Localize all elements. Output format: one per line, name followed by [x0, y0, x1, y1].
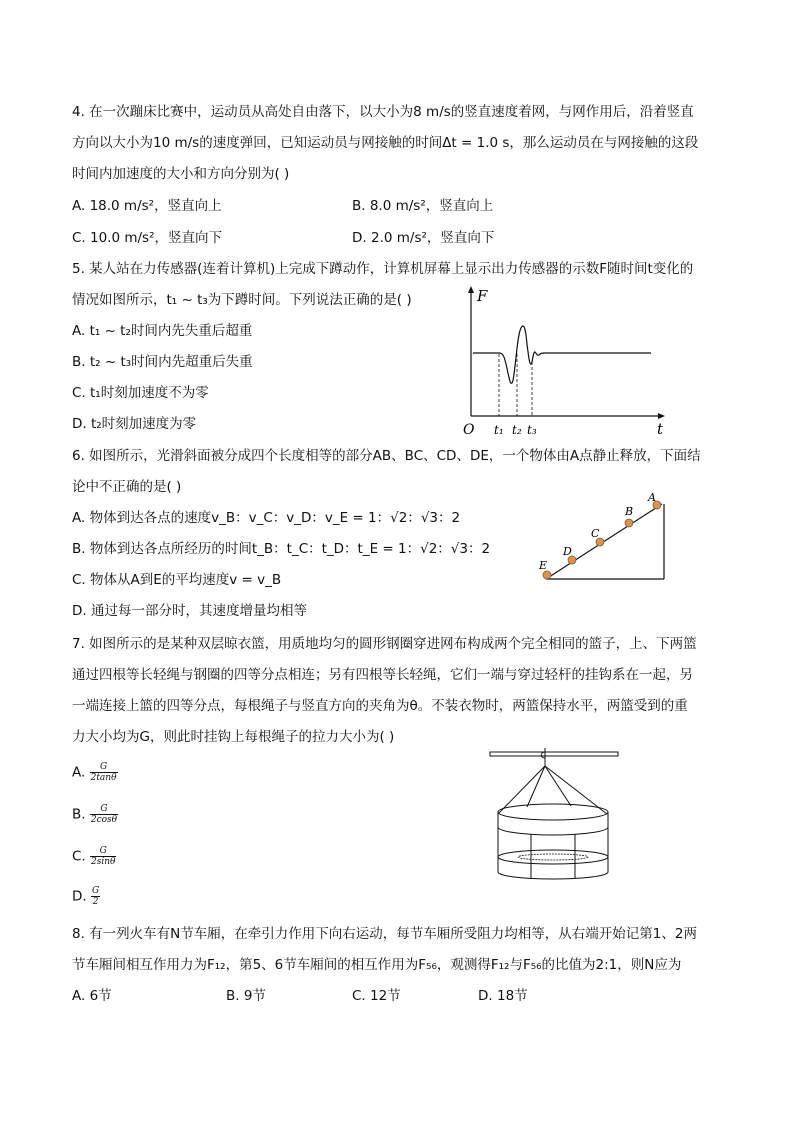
q7-option-c-denominator: 2sinθ: [91, 857, 116, 867]
q7-stem-line3: 一端连接上篮的四等分点，每根绳子与竖直方向的夹角为θ。不装衣物时，两篮保持水平，两篮受到的重: [72, 698, 688, 714]
q7-basket-figure: [485, 744, 625, 880]
q4-option-b: B. 8.0 m/s²，竖直向上: [352, 198, 494, 214]
q5-option-c: C. t₁时刻加速度不为零: [72, 385, 209, 401]
q7-option-b-denominator: 2cosθ: [90, 815, 118, 825]
q7-stem-line4: 力大小均为G，则此时挂钩上每根绳子的拉力大小为( ): [72, 729, 395, 745]
q8-option-a: A. 6节: [72, 988, 112, 1004]
q7-option-d-label: D.: [72, 888, 87, 905]
label-c: C: [591, 527, 600, 540]
q6-option-d: D. 通过每一部分时，其速度增量均相等: [72, 603, 307, 619]
q7-option-a-numerator: G: [90, 762, 118, 773]
t2-label: t₂: [512, 423, 522, 437]
lower-ring-bottom: [498, 857, 608, 879]
q7-option-a-fraction: [90, 762, 118, 783]
q7-stem-line1: 7. 如图所示的是某种双层晾衣篮，用质地均匀的圆形钢圈穿进网布构成两个完全相同的篮子，上、下两篮: [72, 636, 697, 652]
label-d: D: [563, 545, 572, 558]
upper-rope-2: [545, 766, 607, 814]
upper-rope-1: [498, 766, 545, 814]
q6-stem-line2: 论中不正确的是( ): [72, 479, 182, 495]
q4-stem-line1: 4. 在一次蹦床比赛中，运动员从高处自由落下，以大小为8 m/s的竖直速度着网，与网作用后，沿着竖直: [72, 104, 694, 120]
q7-option-d: [72, 886, 100, 907]
q4-option-d: D. 2.0 m/s²，竖直向下: [352, 230, 495, 246]
lower-ring-inner: [518, 854, 588, 860]
label-a: A: [648, 491, 656, 504]
q7-option-b-label: B.: [72, 806, 86, 823]
q7-option-c-label: C.: [72, 848, 86, 865]
graph-x-arrow: [658, 413, 665, 419]
q4-stem-line3: 时间内加速度的大小和方向分别为( ): [72, 166, 290, 182]
q5-option-b: B. t₂ ~ t₃时间内先超重后失重: [72, 354, 253, 370]
label-e: E: [539, 559, 548, 572]
q7-option-d-denominator: 2: [92, 897, 99, 907]
q6-incline-figure: [530, 488, 670, 584]
q4-stem-line2: 方向以大小为10 m/s的速度弹回，已知运动员与网接触的时间Δt = 1.0 s，那么运动员在与网接触的这段: [72, 135, 699, 151]
graph-y-arrow: [468, 286, 474, 293]
q7-option-a-denominator: 2tanθ: [90, 773, 117, 783]
q6-option-c: C. 物体从A到E的平均速度v = v_B: [72, 572, 282, 588]
q4-option-a: A. 18.0 m/s²，竖直向上: [72, 198, 222, 214]
lower-ring-top: [498, 850, 608, 864]
graph-x-label: t: [657, 420, 664, 438]
q6-option-b: B. 物体到达各点所经历的时间t_B：t_C：t_D：t_E = 1：√2：√3：2: [72, 541, 491, 557]
q8-stem-line1: 8. 有一列火车有N节车厢，在牵引力作用下向右运动，每节车厢所受阻力均相等，从右端开始记第1、2两: [72, 926, 697, 942]
q7-option-d-fraction: [91, 886, 100, 907]
hanger-rod: [490, 752, 618, 756]
q8-stem-line2: 节车厢间相互作用力为F₁₂，第5、6节车厢间的相互作用为F₅₆，观测得F₁₂与F₅₆的比值为2:1，则N应为: [72, 957, 682, 973]
force-curve: [473, 326, 651, 383]
q8-option-c: C. 12节: [352, 988, 401, 1004]
graph-y-label: F: [477, 287, 488, 305]
q6-option-a: A. 物体到达各点的速度v_B：v_C：v_D：v_E = 1：√2：√3：2: [72, 510, 461, 526]
t1-label: t₁: [494, 423, 504, 437]
q7-option-d-numerator: G: [91, 886, 100, 896]
q8-option-b: B. 9节: [226, 988, 266, 1004]
upper-rope-3: [527, 766, 545, 807]
graph-origin: O: [463, 422, 475, 438]
upper-rope-4: [545, 766, 571, 806]
q7-option-a-label: A.: [72, 764, 86, 781]
label-b: B: [625, 505, 634, 518]
q7-option-b-numerator: G: [90, 804, 118, 815]
q7-option-b-fraction: [90, 804, 118, 825]
ball-b: [625, 519, 633, 527]
q5-stem-line1: 5. 某人站在力传感器(连着计算机)上完成下蹲动作，计算机屏幕上显示出力传感器的示数F随时间t变化的: [72, 261, 694, 277]
q8-option-d: D. 18节: [478, 988, 528, 1004]
t3-label: t₃: [527, 423, 537, 437]
q5-stem-line2: 情况如图所示，t₁ ~ t₃为下蹲时间。下列说法正确的是( ): [72, 292, 412, 308]
upper-ring-bottom: [498, 812, 608, 835]
q7-stem-line2: 通过四根等长轻绳与钢圈的四等分点相连；另有四根等长轻绳，它们一端与穿过轻杆的挂钩系在一起，另: [72, 667, 693, 683]
q7-option-a: [72, 762, 118, 783]
q4-option-c: C. 10.0 m/s²，竖直向下: [72, 230, 223, 246]
q5-force-time-graph: [455, 282, 675, 438]
q7-option-c: [72, 846, 116, 867]
q7-option-c-numerator: G: [90, 846, 116, 857]
q5-option-a: A. t₁ ~ t₂时间内先失重后超重: [72, 323, 253, 339]
upper-ring-top: [498, 804, 608, 820]
ball-e: [543, 571, 551, 579]
q7-option-b: [72, 804, 118, 825]
q5-option-d: D. t₂时刻加速度为零: [72, 416, 197, 432]
q6-stem-line1: 6. 如图所示，光滑斜面被分成四个长度相等的部分AB、BC、CD、DE，一个物体由A点静止释放，下面结: [72, 448, 701, 464]
q7-option-c-fraction: [90, 846, 116, 867]
